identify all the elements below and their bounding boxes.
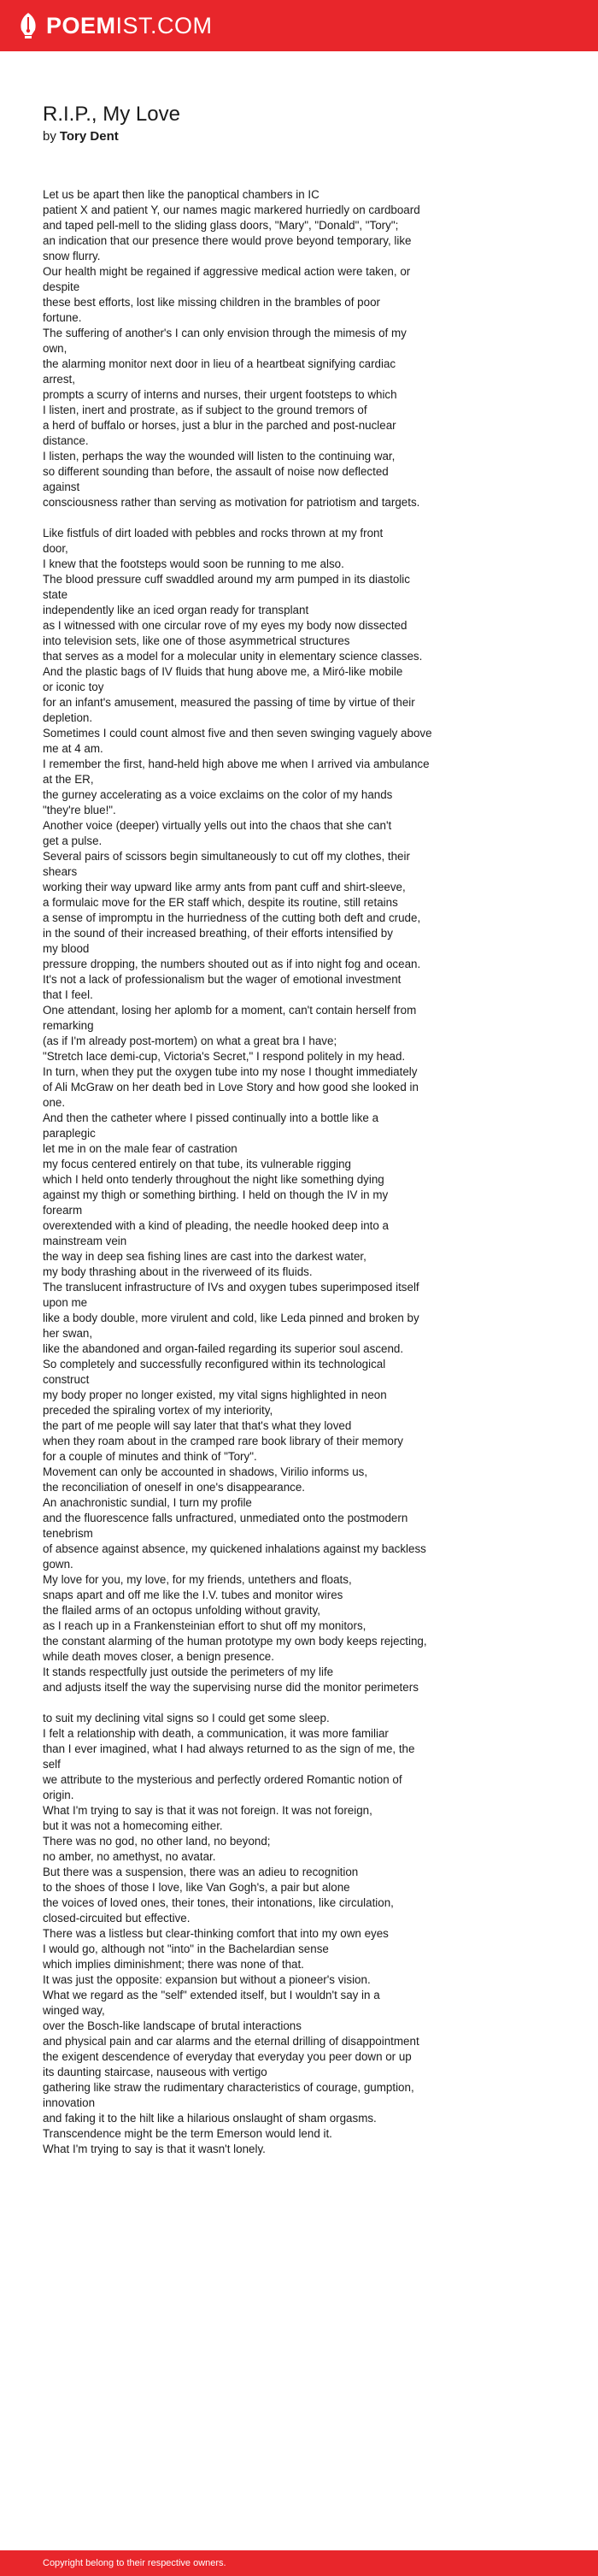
poem-line: and taped pell-mell to the sliding glass doors, "Mary", "Donald", "Tory"; <box>43 219 399 232</box>
poem-line: the constant alarming of the human prototype my own body keeps rejecting, <box>43 1635 427 1648</box>
poem-line: like a body double, more virulent and cold, like Leda pinned and broken by <box>43 1312 419 1324</box>
poem-line: to suit my declining vital signs so I could get some sleep. <box>43 1712 330 1724</box>
poem-line: the reconciliation of oneself in one's disappearance. <box>43 1481 306 1494</box>
poem-line: my body proper no longer existed, my vital signs highlighted in neon <box>43 1388 387 1401</box>
poem-stanza <box>43 187 487 510</box>
poem-line: the part of me people will say later that that's what they loved <box>43 1419 352 1432</box>
poem-line: consciousness rather than serving as motivation for patriotism and targets. <box>43 496 420 509</box>
poem-line: paraplegic <box>43 1127 96 1140</box>
poem-line: mainstream vein <box>43 1235 127 1247</box>
poem-line: forearm <box>43 1204 83 1217</box>
poem-line: but it was not a homecoming either. <box>43 1819 223 1832</box>
poem-line: One attendant, losing her aplomb for a moment, can't contain herself from <box>43 1004 417 1017</box>
poem-line: Let us be apart then like the panoptical chambers in IC <box>43 188 320 201</box>
poem-line: the gurney accelerating as a voice exclaims on the color of my hands <box>43 788 393 801</box>
poem-line: snow flurry. <box>43 250 101 262</box>
poem-line: origin. <box>43 1789 74 1801</box>
poem-line: And then the catheter where I pissed continually into a bottle like a <box>43 1111 379 1124</box>
poem-line: against my thigh or something birthing. I held on though the IV in my <box>43 1188 389 1201</box>
poem-line: The suffering of another's I can only envision through the mimesis of my <box>43 327 407 339</box>
footer <box>0 2550 598 2576</box>
poem-line: and physical pain and car alarms and the eternal drilling of disappointment <box>43 2035 419 2048</box>
poem-line: distance. <box>43 434 89 447</box>
poem-line: gown. <box>43 1558 73 1571</box>
poem-line: against <box>43 480 80 493</box>
poem-line: preceded the spiraling vortex of my interiority, <box>43 1404 273 1417</box>
poem-line: (as if I'm already post-mortem) on what a great bra I have; <box>43 1035 337 1047</box>
poem-line: There was a listless but clear-thinking comfort that into my own eyes <box>43 1927 389 1940</box>
poem-line: and adjusts itself the way the supervising nurse did the monitor perimeters <box>43 1681 419 1694</box>
poem-line: we attribute to the mysterious and perfectly ordered Romantic notion of <box>43 1773 402 1786</box>
poem-line: its daunting staircase, nauseous with vertigo <box>43 2066 267 2078</box>
poem-line: It's not a lack of professionalism but the wager of emotional investment <box>43 973 402 986</box>
poem-line: fortune. <box>43 311 82 324</box>
poem-line: for an infant's amusement, measured the passing of time by virtue of their <box>43 696 415 709</box>
poem-line: at the ER, <box>43 773 94 786</box>
poem-line: the voices of loved ones, their tones, their intonations, like circulation, <box>43 1896 394 1909</box>
poem-line: which I held onto tenderly throughout the night like something dying <box>43 1173 384 1186</box>
poem-line: What I'm trying to say is that it was not foreign. It was not foreign, <box>43 1804 372 1817</box>
poem-line: Our health might be regained if aggressive medical action were taken, or <box>43 265 411 278</box>
poem-line: Transcendence might be the term Emerson would lend it. <box>43 2127 332 2140</box>
poem-line: There was no god, no other land, no beyond; <box>43 1835 271 1848</box>
poem-line: and the fluorescence falls unfractured, unmediated onto the postmodern <box>43 1512 408 1524</box>
poem-line: get a pulse. <box>43 834 103 847</box>
poem-line: a herd of buffalo or horses, just a blur in the parched and post-nuclear <box>43 419 396 432</box>
poem-line: winged way, <box>43 2004 105 2017</box>
poem-line: for a couple of minutes and think of "Tory". <box>43 1450 257 1463</box>
poem-line: self <box>43 1758 61 1771</box>
poem-line: overextended with a kind of pleading, the needle hooked deep into a <box>43 1219 390 1232</box>
poem-line: "they're blue!". <box>43 804 116 816</box>
poem-line: let me in on the male fear of castration <box>43 1142 237 1155</box>
poem-line: It stands respectfully just outside the perimeters of my life <box>43 1665 334 1678</box>
poem-line: as I witnessed with one circular rove of my eyes my body now dissected <box>43 619 407 632</box>
poem-line: The blood pressure cuff swaddled around my arm pumped in its diastolic <box>43 573 410 586</box>
poem-line: that I feel. <box>43 988 93 1001</box>
poem-line: my focus centered entirely on that tube, its vulnerable rigging <box>43 1158 352 1170</box>
poem-line: like the abandoned and organ-failed regarding its superior soul ascend. <box>43 1342 404 1355</box>
poem-line: an indication that our presence there would prove beyond temporary, like <box>43 234 412 247</box>
poem-line: "Stretch lace demi-cup, Victoria's Secret," I respond politely in my head. <box>43 1050 406 1063</box>
poem-line: shears <box>43 865 78 878</box>
poem-line: one. <box>43 1096 66 1109</box>
poem-line: innovation <box>43 2096 96 2109</box>
poem-line: her swan, <box>43 1327 93 1340</box>
poem-line: gathering like straw the rudimentary characteristics of courage, gumption, <box>43 2081 414 2094</box>
poem-line: The translucent infrastructure of IVs and oxygen tubes superimposed itself <box>43 1281 419 1294</box>
poem-line: I listen, perhaps the way the wounded will listen to the continuing war, <box>43 450 396 463</box>
logo-text-bold: POEM <box>46 13 116 38</box>
poem-line: I remember the first, hand-held high above me when I arrived via ambulance <box>43 757 430 770</box>
poem-line: prompts a scurry of interns and nurses, their urgent footsteps to which <box>43 388 397 401</box>
poem-line: It was just the opposite: expansion but without a pioneer's vision. <box>43 1973 371 1986</box>
poem-line: of Ali McGraw on her death bed in Love Story and how good she looked in <box>43 1081 419 1093</box>
poem-line: these best efforts, lost like missing children in the brambles of poor <box>43 296 380 309</box>
site-logo[interactable] <box>17 12 213 39</box>
poem-line: I knew that the footsteps would soon be running to me also. <box>43 557 344 570</box>
poem-line: tenebrism <box>43 1527 93 1540</box>
poem-line: a formulaic move for the ER staff which, despite its routine, still retains <box>43 896 398 909</box>
poem-title: R.I.P., My Love <box>43 103 180 126</box>
poem-line: as I reach up in a Frankensteinian effort to shut off my monitors, <box>43 1619 366 1632</box>
poem-line: upon me <box>43 1296 88 1309</box>
poem-line: independently like an iced organ ready for transplant <box>43 604 309 616</box>
poem-line: my blood <box>43 942 90 955</box>
quill-pen-icon <box>17 12 39 39</box>
poem-line: into television sets, like one of those asymmetrical structures <box>43 634 350 647</box>
poem-line: closed-circuited but effective. <box>43 1912 191 1925</box>
poem-line: in the sound of their increased breathing, of their efforts intensified by <box>43 927 393 940</box>
poem-line: and faking it to the hilt like a hilarious onslaught of sham orgasms. <box>43 2112 377 2125</box>
poem-line: state <box>43 588 68 601</box>
poem-line: so different sounding than before, the assault of noise now deflected <box>43 465 389 478</box>
poem-line: or iconic toy <box>43 681 104 693</box>
logo-wordmark <box>46 12 213 39</box>
poem-line: no amber, no amethyst, no avatar. <box>43 1850 216 1863</box>
poem-line: And the plastic bags of IV fluids that hung above me, a Miró-like mobile <box>43 665 403 678</box>
poem-line: depletion. <box>43 711 93 724</box>
poem-line: Movement can only be accounted in shadows, Virilio informs us, <box>43 1465 368 1478</box>
poem-line: which implies diminishment; there was none of that. <box>43 1958 304 1971</box>
poem-line: the way in deep sea fishing lines are cast into the darkest water, <box>43 1250 366 1263</box>
poem-line: In turn, when they put the oxygen tube into my nose I thought immediately <box>43 1065 418 1078</box>
poem-line: What I'm trying to say is that it wasn't lonely. <box>43 2143 266 2155</box>
poem-line: Sometimes I could count almost five and then seven swinging vaguely above <box>43 727 432 740</box>
poem-line: when they roam about in the cramped rare book library of their memory <box>43 1435 404 1447</box>
top-bar <box>0 0 598 51</box>
poem-line: than I ever imagined, what I had always returned to as the sign of me, the <box>43 1742 415 1755</box>
poem-line: What we regard as the "self" extended itself, but I wouldn't say in a <box>43 1989 380 2001</box>
logo-text-light: IST.COM <box>115 13 213 38</box>
poem-line: I would go, although not "into" in the Bachelardian sense <box>43 1942 329 1955</box>
poem-line: me at 4 am. <box>43 742 103 755</box>
by-label: by <box>43 129 56 144</box>
poem-line: patient X and patient Y, our names magic markered hurriedly on cardboard <box>43 203 420 216</box>
poem-body <box>43 187 487 2172</box>
poem-line: remarking <box>43 1019 94 1032</box>
poem-line: my body thrashing about in the riverweed of its fluids. <box>43 1265 313 1278</box>
poem-line: of absence against absence, my quickened inhalations against my backless <box>43 1542 426 1555</box>
poem-stanza <box>43 1711 487 2157</box>
poem-line: But there was a suspension, there was an adieu to recognition <box>43 1866 359 1878</box>
poem-line: Another voice (deeper) virtually yells out into the chaos that she can't <box>43 819 392 832</box>
poem-line: a sense of impromptu in the hurriedness of the cutting both deft and crude, <box>43 911 421 924</box>
poem-line: the exigent descendence of everyday that everyday you peer down or up <box>43 2050 412 2063</box>
poem-line: to the shoes of those I love, like Van Gogh's, a pair but alone <box>43 1881 350 1894</box>
poem-line: Several pairs of scissors begin simultaneously to cut off my clothes, their <box>43 850 410 863</box>
poem-line: construct <box>43 1373 90 1386</box>
poem-line: pressure dropping, the numbers shouted out as if into night fog and ocean. <box>43 958 421 970</box>
poem-line: the alarming monitor next door in lieu of a heartbeat signifying cardiac <box>43 357 396 370</box>
byline <box>43 129 119 144</box>
poem-line: that serves as a model for a molecular unity in elementary science classes. <box>43 650 423 663</box>
poem-line: Like fistfuls of dirt loaded with pebbles and rocks thrown at my front <box>43 527 384 539</box>
poem-line: the flailed arms of an octopus unfolding without gravity, <box>43 1604 321 1617</box>
poem-line: while death moves closer, a benign presence. <box>43 1650 274 1663</box>
poem-line: working their way upward like army ants from pant cuff and shirt-sleeve, <box>43 881 406 893</box>
poem-line: despite <box>43 280 80 293</box>
poem-line: So completely and successfully reconfigured within its technological <box>43 1358 386 1371</box>
author-name[interactable]: Tory Dent <box>59 129 119 144</box>
poem-line: over the Bosch-like landscape of brutal interactions <box>43 2019 302 2032</box>
poem-line: door, <box>43 542 68 555</box>
poem-line: My love for you, my love, for my friends, untethers and floats, <box>43 1573 352 1586</box>
poem-line: I listen, inert and prostrate, as if subject to the ground tremors of <box>43 404 367 416</box>
poem-line: An anachronistic sundial, I turn my profile <box>43 1496 252 1509</box>
poem-line: arrest, <box>43 373 75 386</box>
copyright-text: Copyright belong to their respective owners. <box>43 2558 226 2568</box>
poem-stanza <box>43 526 487 1695</box>
poem-line: snaps apart and off me like the I.V. tubes and monitor wires <box>43 1589 343 1601</box>
poem-line: own, <box>43 342 67 355</box>
poem-line: I felt a relationship with death, a communication, it was more familiar <box>43 1727 389 1740</box>
